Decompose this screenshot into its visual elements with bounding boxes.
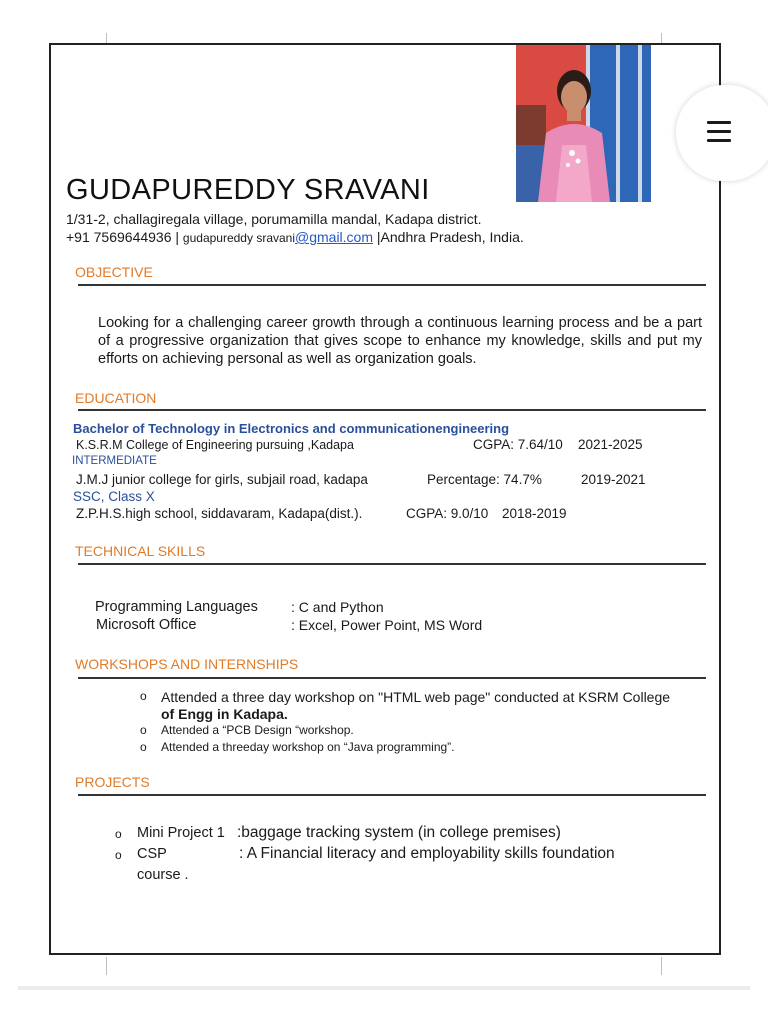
workshop-text: Attended a “PCB Design “workshop.: [161, 723, 354, 737]
workshop-text: Attended a threeday workshop on “Java programming”.: [161, 740, 455, 754]
bullet-icon: o: [115, 848, 122, 862]
section-divider: [78, 677, 706, 679]
education-years: 2021-2025: [578, 437, 643, 452]
projects-heading: PROJECTS: [75, 774, 150, 790]
profile-photo: [516, 45, 651, 202]
education-score: CGPA: 9.0/10: [406, 506, 489, 521]
project-desc: : A Financial literacy and employability skills foundation: [239, 845, 615, 862]
section-divider: [78, 284, 706, 286]
project-desc: :baggage tracking system (in college premises): [237, 824, 561, 841]
bullet-icon: o: [140, 740, 147, 754]
candidate-name: GUDAPUREDDY SRAVANI: [66, 174, 430, 206]
project-label: Mini Project 1: [137, 825, 225, 841]
skill-value: : Excel, Power Point, MS Word: [291, 617, 483, 633]
skill-label: Programming Languages: [95, 599, 258, 615]
education-years: 2018-2019: [502, 506, 567, 521]
crop-mark: [106, 33, 107, 43]
location: |Andhra Pradesh, India.: [376, 229, 524, 245]
section-divider: [78, 794, 706, 796]
contact-line: [66, 229, 524, 245]
email-link[interactable]: @gmail.com: [295, 229, 374, 245]
workshop-text: Attended a three day workshop on "HTML web page" conducted at KSRM College: [161, 689, 671, 705]
education-degree: Bachelor of Technology in Electronics and communicationengineering: [73, 421, 510, 436]
skill-label: Microsoft Office: [96, 617, 197, 633]
project-desc-cont: course .: [137, 867, 189, 883]
education-score: CGPA: 7.64/10: [473, 437, 563, 452]
workshops-heading: WORKSHOPS AND INTERNSHIPS: [75, 656, 299, 672]
skill-value: : C and Python: [291, 599, 384, 615]
bullet-icon: o: [140, 723, 147, 737]
education-heading: EDUCATION: [75, 390, 157, 406]
section-divider: [78, 409, 706, 411]
email-user: gudapureddy sravani: [182, 231, 295, 245]
phone: +91 7569644936 |: [66, 229, 180, 245]
skills-heading: TECHNICAL SKILLS: [75, 543, 206, 559]
menu-button[interactable]: [676, 85, 768, 181]
education-institution: K.S.R.M College of Engineering pursuing ,Kadapa: [76, 438, 354, 452]
education-degree: SSC, Class X: [73, 489, 155, 504]
project-label: CSP: [137, 846, 167, 862]
hamburger-menu-icon: [707, 121, 731, 148]
bullet-icon: o: [115, 827, 122, 841]
section-divider: [78, 563, 706, 565]
address: 1/31-2, challagiregala village, porumamilla mandal, Kadapa district.: [66, 211, 482, 227]
workshop-text-cont: of Engg in Kadapa.: [161, 706, 288, 722]
education-score: Percentage: 74.7%: [427, 472, 542, 487]
crop-mark: [661, 33, 662, 43]
education-degree: INTERMEDIATE: [72, 455, 157, 467]
education-years: 2019-2021: [581, 472, 646, 487]
crop-mark: [106, 957, 107, 975]
bullet-icon: o: [140, 689, 147, 703]
page-bottom-shadow: [18, 986, 750, 990]
education-institution: Z.P.H.S.high school, siddavaram, Kadapa(dist.).: [76, 506, 363, 521]
crop-mark: [661, 957, 662, 975]
objective-heading: OBJECTIVE: [75, 264, 153, 280]
education-institution: J.M.J junior college for girls, subjail road, kadapa: [76, 472, 368, 487]
objective-text: Looking for a challenging career growth through a continuous learning process and be a part of a progressive organization that gives scope to enhance my knowledge, skills and put my efforts on achieving personal as well as organization goals.: [98, 315, 702, 367]
